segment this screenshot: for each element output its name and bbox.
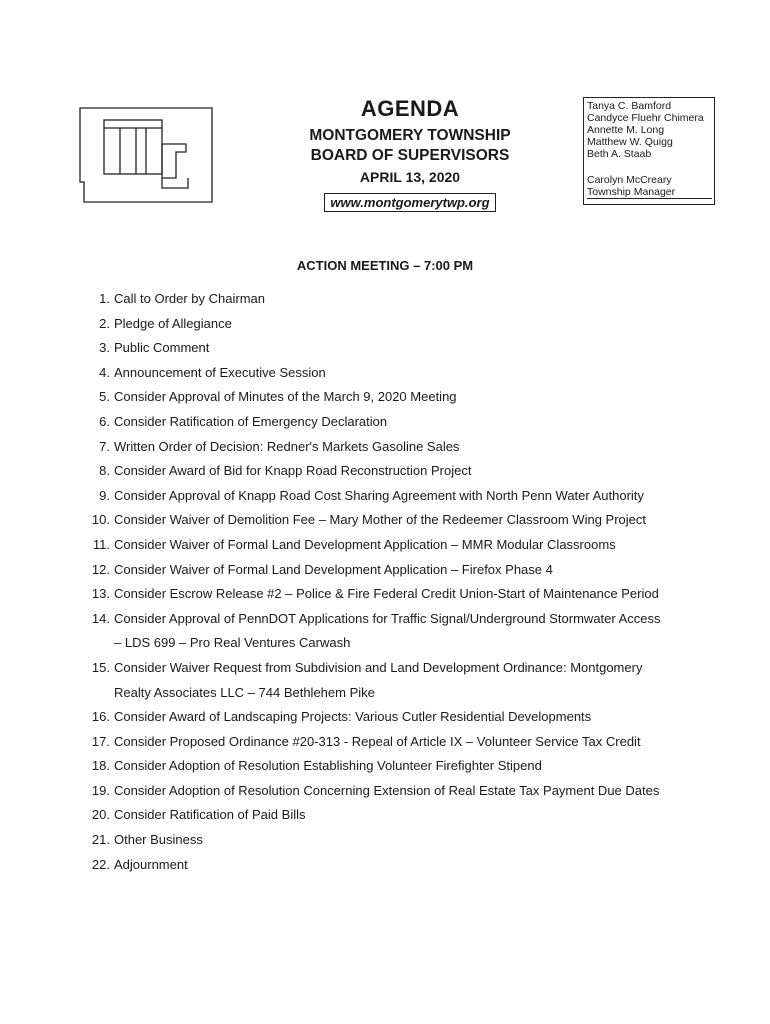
agenda-item-text: Consider Escrow Release #2 – Police & Fire Federal Credit Union-Start of Maintenance Period — [114, 586, 659, 602]
agenda-item — [80, 484, 720, 509]
agenda-item-text: Other Business — [114, 832, 203, 848]
agenda-item-number: 22. — [91, 856, 110, 872]
board-member: Matthew W. Quigg — [587, 136, 673, 148]
agenda-item-text: Announcement of Executive Session — [114, 364, 326, 380]
agenda-item-number: 13. — [91, 586, 110, 602]
agenda-item-number: 15. — [91, 659, 110, 675]
agenda-item-text: Consider Waiver of Formal Land Development Application – MMR Modular Classrooms — [114, 536, 616, 552]
township-manager-name: Carolyn McCreary — [587, 174, 672, 186]
agenda-item-text: Realty Associates LLC – 744 Bethlehem Pike — [114, 684, 375, 700]
agenda-item — [80, 631, 720, 656]
agenda-item-number: 4. — [99, 364, 110, 380]
agenda-item-text: Consider Approval of Knapp Road Cost Sharing Agreement with North Penn Water Authority — [114, 487, 644, 503]
agenda-item — [80, 803, 720, 828]
agenda-item — [80, 853, 720, 878]
agenda-item — [80, 582, 720, 607]
agenda-item-number: 10. — [91, 512, 110, 528]
agenda-item-text: Adjournment — [114, 856, 188, 872]
agenda-item — [80, 459, 720, 484]
agenda-item-text: Consider Award of Landscaping Projects: Various Cutler Residential Developments — [114, 709, 592, 725]
township-logo — [76, 104, 216, 204]
agenda-item-text: Consider Waiver of Formal Land Development Application – Firefox Phase 4 — [114, 561, 553, 577]
agenda-item — [80, 385, 720, 410]
agenda-item — [80, 656, 720, 681]
agenda-item-text: Consider Ratification of Paid Bills — [114, 807, 306, 823]
agenda-item — [80, 681, 720, 706]
agenda-item — [80, 312, 720, 337]
agenda-item-number: 20. — [91, 807, 110, 823]
agenda-item — [80, 705, 720, 730]
agenda-title-block — [290, 96, 530, 212]
agenda-item-text: Consider Waiver of Demolition Fee – Mary Mother of the Redeemer Classroom Wing Project — [114, 512, 646, 528]
agenda-item-number: 17. — [91, 733, 110, 749]
agenda-item-text: Consider Proposed Ordinance #20-313 - Repeal of Article IX – Volunteer Service Tax Credit — [114, 733, 641, 749]
agenda-item-number: 5. — [99, 389, 110, 405]
agenda-item-text: Consider Adoption of Resolution Concerning Extension of Real Estate Tax Payment Due Dates — [114, 782, 660, 798]
agenda-item-number: 2. — [99, 315, 110, 331]
agenda-item — [80, 533, 720, 558]
township-manager-title: Township Manager — [587, 186, 712, 199]
agenda-item — [80, 361, 720, 386]
agenda-item-number — [80, 681, 114, 706]
agenda-item-number: 8. — [99, 463, 110, 479]
agenda-item-number: 12. — [91, 561, 110, 577]
agenda-item-text: – LDS 699 – Pro Real Ventures Carwash — [114, 635, 351, 651]
agenda-item — [80, 508, 720, 533]
agenda-item-text: Public Comment — [114, 340, 210, 356]
board-members-box — [583, 97, 715, 205]
agenda-items — [80, 287, 720, 877]
agenda-item-number: 14. — [91, 610, 110, 626]
board-member: Tanya C. Bamford — [587, 100, 672, 112]
agenda-item — [80, 287, 720, 312]
agenda-item-number: 7. — [99, 438, 110, 454]
agenda-item-text: Pledge of Allegiance — [114, 315, 232, 331]
agenda-item — [80, 336, 720, 361]
agenda-item — [80, 828, 720, 853]
agenda-item — [80, 754, 720, 779]
agenda-item-number: 18. — [91, 758, 110, 774]
agenda-item-number: 11. — [92, 536, 110, 552]
agenda-item-text: Call to Order by Chairman — [114, 291, 265, 306]
agenda-item — [80, 779, 720, 804]
agenda-item-number: 6. — [99, 413, 110, 429]
agenda-item-number: 21. — [91, 832, 110, 848]
agenda-item-number: 19. — [91, 782, 110, 798]
agenda-item-text: Consider Approval of PennDOT Applications for Traffic Signal/Underground Stormwater Access — [114, 610, 661, 626]
meeting-date: APRIL 13, 2020 — [359, 169, 461, 185]
meeting-heading: ACTION MEETING – 7:00 PM — [296, 258, 474, 273]
agenda-item-number: 3. — [99, 340, 110, 356]
agenda-title: AGENDA — [360, 96, 460, 121]
agenda-item — [80, 410, 720, 435]
agenda-item — [80, 730, 720, 755]
agenda-item — [80, 607, 720, 632]
agenda-item — [80, 558, 720, 583]
agenda-item-text: Consider Adoption of Resolution Establishing Volunteer Firefighter Stipend — [114, 758, 542, 774]
agenda-item-text: Consider Award of Bid for Knapp Road Reconstruction Project — [114, 463, 472, 479]
agenda-item-number: 9. — [99, 487, 110, 503]
agenda-item-number: 1. — [99, 291, 110, 306]
agenda-item-text: Consider Ratification of Emergency Declaration — [114, 413, 388, 429]
website-link[interactable]: www.montgomerytwp.org — [324, 193, 495, 212]
agenda-item-text: Written Order of Decision: Redner's Markets Gasoline Sales — [114, 438, 460, 454]
agenda-item-number — [80, 631, 114, 656]
board-member: Annette M. Long — [587, 124, 665, 136]
board-name: BOARD OF SUPERVISORS — [310, 147, 510, 164]
board-member: Beth A. Staab — [587, 148, 652, 160]
board-member: Candyce Fluehr Chimera — [587, 112, 704, 124]
agenda-item — [80, 435, 720, 460]
agenda-item-text: Consider Waiver Request from Subdivision and Land Development Ordinance: Montgomery — [114, 659, 643, 675]
agenda-item-number: 16. — [91, 709, 110, 725]
township-name: MONTGOMERY TOWNSHIP — [309, 127, 511, 144]
agenda-item-text: Consider Approval of Minutes of the March 9, 2020 Meeting — [114, 389, 457, 405]
